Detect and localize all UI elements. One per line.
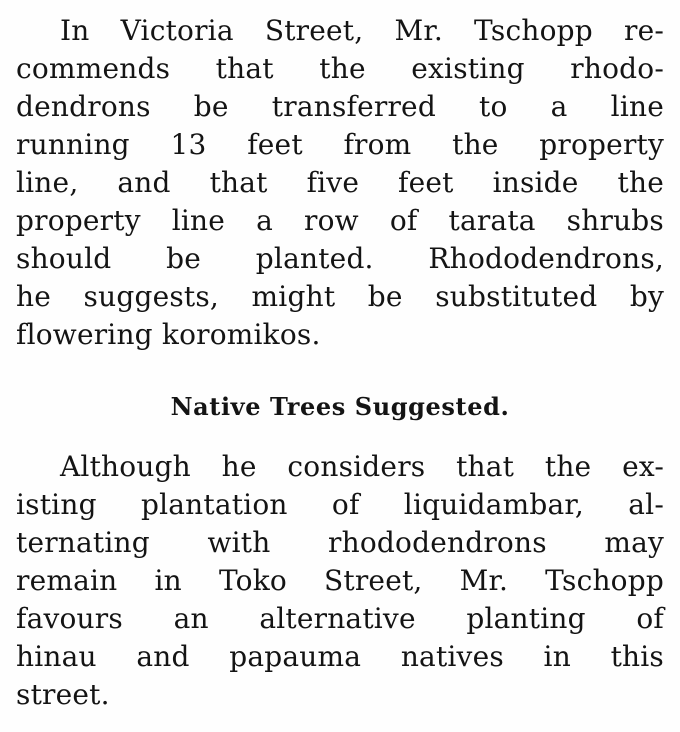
text-line: dendrons be transferred to a line [16,90,664,123]
text-line: hinau and papauma natives in this [16,640,664,673]
text-line: favours an alternative planting of [16,602,664,635]
text-line: isting plantation of liquidambar, al- [16,488,664,521]
text-line: Although he considers that the ex- [60,450,664,483]
text-line: In Victoria Street, Mr. Tschopp re- [60,14,664,47]
text-line: should be planted. Rhododendrons, [16,242,664,275]
text-line: he suggests, might be substituted by [16,280,664,313]
text-line: property line a row of tarata shrubs [16,204,664,237]
text-line: commends that the existing rhodo- [16,52,664,85]
paragraph-victoria-street [16,12,664,354]
text-line: running 13 feet from the property [16,128,664,161]
text-line: line, and that five feet inside the [16,166,664,199]
text-line: street. [16,678,110,711]
text-line: flowering koromikos. [16,318,321,351]
text-line: ternating with rhododendrons may [16,526,664,559]
paragraph-toko-street [16,448,664,714]
text-line: remain in Toko Street, Mr. Tschopp [16,564,664,597]
section-heading: Native Trees Suggested. [170,392,510,421]
